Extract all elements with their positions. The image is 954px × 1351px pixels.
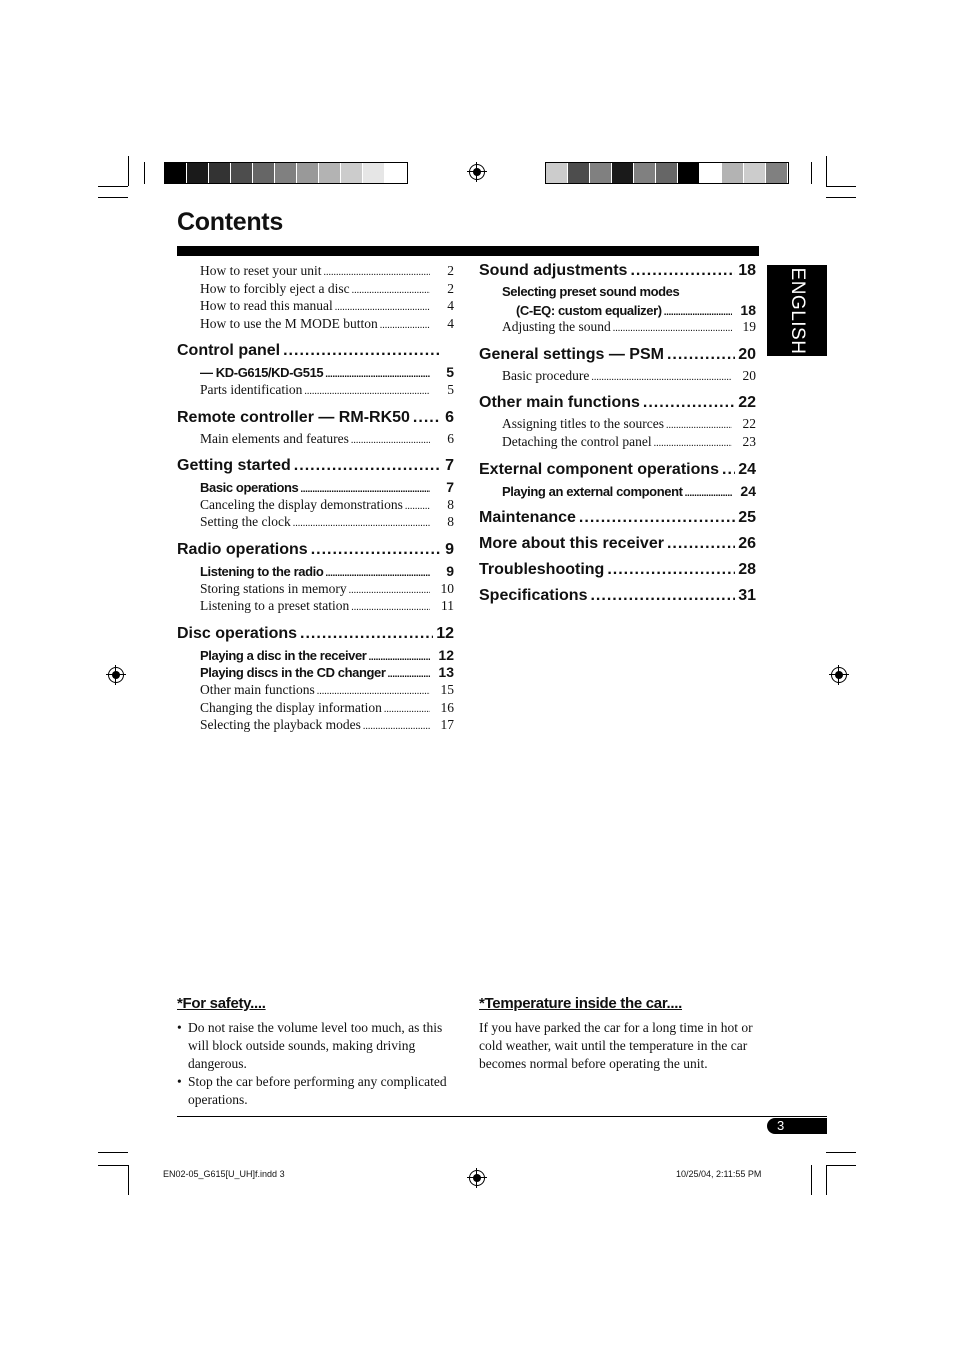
toc-entry-page: 9 (446, 562, 454, 579)
leader-dots (294, 457, 441, 475)
leader-dots (654, 438, 732, 449)
leader-dots (643, 394, 735, 412)
toc-section-entry (177, 541, 454, 563)
leader-dots (405, 501, 430, 512)
toc-entry-page: 5 (446, 364, 454, 381)
leader-dots (590, 587, 735, 605)
toc-subentry (177, 281, 454, 299)
toc-entry-page: 25 (738, 509, 756, 527)
title-rule (177, 246, 759, 256)
toc-entry-label: General settings — PSM (479, 345, 664, 363)
leader-dots (325, 369, 430, 380)
crop-mark (128, 156, 129, 186)
toc-right-column (479, 262, 756, 609)
toc-subentry (177, 682, 454, 700)
toc-section-entry (177, 625, 454, 647)
footer-file-name: EN02-05_G615[U_UH]f.indd 3 (163, 1169, 285, 1179)
crop-mark (144, 162, 145, 184)
toc-entry-page: 5 (447, 381, 454, 397)
color-swatch (634, 163, 656, 183)
toc-entry-page: 11 (441, 598, 454, 614)
toc-entry-label: Detaching the control panel (502, 433, 652, 449)
leader-dots (325, 568, 430, 579)
color-swatch (700, 163, 722, 183)
color-swatch (341, 163, 363, 183)
toc-subentry (177, 581, 454, 599)
toc-entry-page: 17 (440, 717, 454, 733)
toc-entry-label: Storing stations in memory (200, 580, 347, 596)
spacer (177, 400, 454, 409)
toc-entry-label: Other main functions (479, 394, 640, 412)
leader-dots (664, 307, 732, 318)
toc-entry-page: 18 (740, 301, 756, 318)
leader-dots (283, 342, 441, 360)
toc-subentry (177, 479, 454, 497)
toc-entry-label: How to use the M MODE button (200, 315, 378, 331)
toc-entry-label: Remote controller — RM-RK50 (177, 408, 410, 426)
leader-dots (384, 704, 430, 715)
crop-mark (98, 1152, 128, 1153)
crop-mark (826, 1152, 856, 1153)
toc-entry-page: 22 (738, 394, 756, 412)
crop-mark (98, 197, 128, 198)
toc-subentry (479, 302, 756, 320)
toc-entry-page: 8 (447, 514, 454, 530)
crop-mark (811, 162, 812, 184)
color-calibration-strip-left (164, 162, 408, 184)
leader-dots (363, 721, 430, 732)
color-swatch (297, 163, 319, 183)
leader-dots (722, 461, 735, 479)
leader-dots (685, 488, 732, 499)
toc-subentry (479, 284, 756, 302)
toc-entry-page: 2 (447, 280, 454, 296)
color-swatch (722, 163, 744, 183)
toc-subentry (479, 319, 756, 337)
leader-dots (388, 669, 430, 680)
toc-entry-page: 2 (447, 263, 454, 278)
temperature-text: If you have parked the car for a long time in hot or cold weather, wait until the temperature in the car becomes normal before operating the unit. (479, 1020, 753, 1071)
leader-dots (304, 386, 430, 397)
spacer (479, 500, 756, 509)
toc-subentry (177, 664, 454, 682)
page-number: 3 (777, 1118, 785, 1133)
toc-subentry (177, 598, 454, 616)
list-item: • Do not raise the volume level too much, as this will block outside sounds, making driving dangerous. (177, 1019, 459, 1073)
crop-mark (826, 1165, 856, 1166)
leader-dots (413, 409, 441, 427)
toc-entry-label: Changing the display information (200, 699, 382, 715)
temperature-heading: *Temperature inside the car.... (479, 995, 683, 1012)
toc-entry-label: Setting the clock (200, 514, 291, 530)
page-number-tab (767, 1118, 827, 1134)
leader-dots (323, 267, 430, 278)
toc-entry-label: Maintenance (479, 509, 576, 527)
spacer (177, 333, 454, 342)
leader-dots (349, 585, 430, 596)
toc-subentry (177, 700, 454, 718)
color-swatch (385, 163, 407, 183)
toc-entry-page: 12 (436, 624, 454, 642)
toc-section-entry (479, 262, 756, 284)
toc-entry-page: 26 (738, 535, 756, 553)
toc-entry-page: 28 (738, 561, 756, 579)
toc-section-entry (177, 457, 454, 479)
toc-entry-page: 16 (440, 699, 454, 715)
toc-entry-page: 22 (742, 416, 756, 432)
toc-subentry (177, 298, 454, 316)
toc-entry-label: (C-EQ: custom equalizer) (516, 302, 662, 318)
toc-entry-page: 6 (445, 408, 454, 426)
registration-mark-icon (108, 667, 124, 683)
language-tab-label: ENGLISH (787, 267, 808, 354)
toc-entry-page: 15 (440, 681, 454, 697)
language-tab (767, 265, 827, 356)
toc-subentry (177, 717, 454, 735)
leader-dots (607, 561, 735, 579)
toc-entry-label: Parts identification (200, 381, 303, 397)
leader-dots (368, 652, 430, 663)
footer-rule (177, 1116, 827, 1117)
toc-entry-label: Radio operations (177, 540, 308, 558)
color-swatch (766, 163, 788, 183)
toc-subentry (177, 647, 454, 665)
color-swatch (656, 163, 678, 183)
spacer (177, 532, 454, 541)
color-swatch (253, 163, 275, 183)
crop-mark (826, 156, 827, 186)
leader-dots (300, 625, 433, 643)
toc-entry-label: Disc operations (177, 624, 298, 642)
toc-section-entry (177, 342, 454, 364)
toc-subentry (177, 563, 454, 581)
toc-entry-page: 24 (738, 460, 756, 478)
leader-dots (591, 372, 732, 383)
list-item: • Stop the car before performing any complicated operations. (177, 1073, 459, 1109)
crop-mark (128, 1165, 129, 1195)
color-swatch (187, 163, 209, 183)
leader-dots (630, 262, 735, 280)
color-swatch (275, 163, 297, 183)
registration-mark-icon (469, 164, 485, 180)
toc-subentry (479, 483, 756, 501)
toc-entry-page: 18 (738, 262, 756, 279)
toc-entry-label: Getting started (177, 457, 291, 475)
color-swatch (612, 163, 634, 183)
safety-notes (177, 1019, 459, 1109)
toc-entry-label: Playing discs in the CD changer (200, 665, 386, 681)
toc-subentry (177, 382, 454, 400)
toc-section-entry (479, 535, 756, 557)
crop-mark (826, 186, 856, 187)
leader-dots (311, 541, 441, 559)
crop-mark (826, 1165, 827, 1195)
crop-mark (98, 1165, 128, 1166)
toc-entry-page: 4 (447, 315, 454, 331)
leader-dots (667, 346, 735, 364)
toc-entry-page: 24 (740, 482, 756, 499)
leader-dots (380, 320, 430, 331)
toc-entry-label: Listening to a preset station (200, 598, 350, 614)
toc-entry-label: More about this receiver (479, 535, 664, 553)
registration-mark-icon (469, 1170, 485, 1186)
toc-entry-page: 6 (447, 430, 454, 446)
toc-entry-label: Canceling the display demonstrations (200, 496, 403, 512)
toc-entry-page: 19 (742, 319, 756, 335)
color-swatch (744, 163, 766, 183)
toc-entry-label: Basic procedure (502, 367, 590, 383)
toc-entry-page: 9 (445, 540, 454, 558)
toc-entry-label: How to reset your unit (200, 263, 322, 278)
leader-dots (351, 602, 430, 613)
color-swatch (546, 163, 568, 183)
toc-entry-page: 4 (447, 298, 454, 314)
toc-entry-page: 23 (742, 433, 756, 449)
toc-entry-label: Assigning titles to the sources (502, 416, 664, 432)
leader-dots (667, 535, 735, 553)
leader-dots (317, 686, 430, 697)
toc-entry-page: 7 (446, 479, 454, 496)
toc-entry-label: Other main functions (200, 681, 315, 697)
toc-entry-label: Playing an external component (502, 483, 683, 499)
toc-section-entry (177, 409, 454, 431)
toc-entry-label: Selecting the playback modes (200, 717, 361, 733)
toc-left-column (177, 263, 454, 735)
safety-heading: *For safety.... (177, 995, 266, 1012)
toc-entry-page: 20 (738, 345, 756, 363)
toc-subentry (479, 416, 756, 434)
footer-timestamp: 10/25/04, 2:11:55 PM (676, 1169, 762, 1179)
toc-subentry (177, 364, 454, 382)
color-swatch (231, 163, 253, 183)
crop-mark (826, 197, 856, 198)
page-title: Contents (177, 208, 283, 236)
toc-entry-label: Playing a disc in the receiver (200, 647, 367, 663)
toc-subentry (177, 263, 454, 281)
toc-section-entry (479, 561, 756, 583)
toc-subentry (177, 316, 454, 334)
toc-section-entry (479, 394, 756, 416)
toc-section-entry (479, 346, 756, 368)
spacer (177, 616, 454, 625)
toc-subentry (479, 368, 756, 386)
toc-entry-label: Troubleshooting (479, 561, 605, 579)
toc-entry-label: Adjusting the sound (502, 319, 611, 335)
leader-dots (300, 484, 430, 495)
registration-mark-icon (831, 667, 847, 683)
toc-subentry (177, 514, 454, 532)
spacer (479, 337, 756, 346)
leader-dots (352, 285, 430, 296)
toc-entry-page: 7 (445, 457, 454, 475)
toc-entry-label: Basic operations (200, 480, 299, 496)
color-swatch (363, 163, 385, 183)
leader-dots (351, 435, 430, 446)
spacer (177, 448, 454, 457)
toc-subentry (177, 497, 454, 515)
toc-entry-label: How to forcibly eject a disc (200, 280, 350, 296)
leader-dots (666, 420, 732, 431)
spacer (479, 452, 756, 461)
color-swatch (165, 163, 187, 183)
toc-entry-page: 8 (447, 496, 454, 512)
toc-entry-label: Listening to the radio (200, 563, 324, 579)
leader-dots (293, 518, 430, 529)
toc-section-entry (479, 587, 756, 609)
toc-subentry (177, 431, 454, 449)
leader-dots (335, 302, 430, 313)
toc-entry-page: 20 (742, 367, 756, 383)
toc-entry-label: Sound adjustments (479, 262, 628, 279)
toc-entry-label: — KD-G615/KD-G515 (200, 365, 324, 381)
color-swatch (568, 163, 590, 183)
toc-entry-page: 10 (440, 580, 454, 596)
leader-dots (613, 323, 732, 334)
leader-dots (579, 509, 735, 527)
color-swatch (678, 163, 700, 183)
color-swatch (209, 163, 231, 183)
toc-entry-label: How to read this manual (200, 298, 333, 314)
toc-section-entry (479, 461, 756, 483)
toc-entry-page: 12 (438, 646, 454, 663)
toc-entry-label: External component operations (479, 460, 720, 478)
spacer (479, 385, 756, 394)
color-swatch (590, 163, 612, 183)
color-calibration-strip-right (545, 162, 789, 184)
toc-entry-label: Selecting preset sound modes (502, 284, 680, 299)
crop-mark (98, 186, 128, 187)
toc-entry-page: 31 (738, 587, 756, 605)
toc-section-entry (479, 509, 756, 531)
toc-entry-page: 13 (438, 664, 454, 681)
color-swatch (319, 163, 341, 183)
toc-entry-label: Control panel (177, 342, 281, 360)
crop-mark (811, 1165, 812, 1195)
toc-entry-label: Specifications (479, 587, 588, 605)
toc-subentry (479, 434, 756, 452)
toc-entry-label: Main elements and features (200, 430, 349, 446)
